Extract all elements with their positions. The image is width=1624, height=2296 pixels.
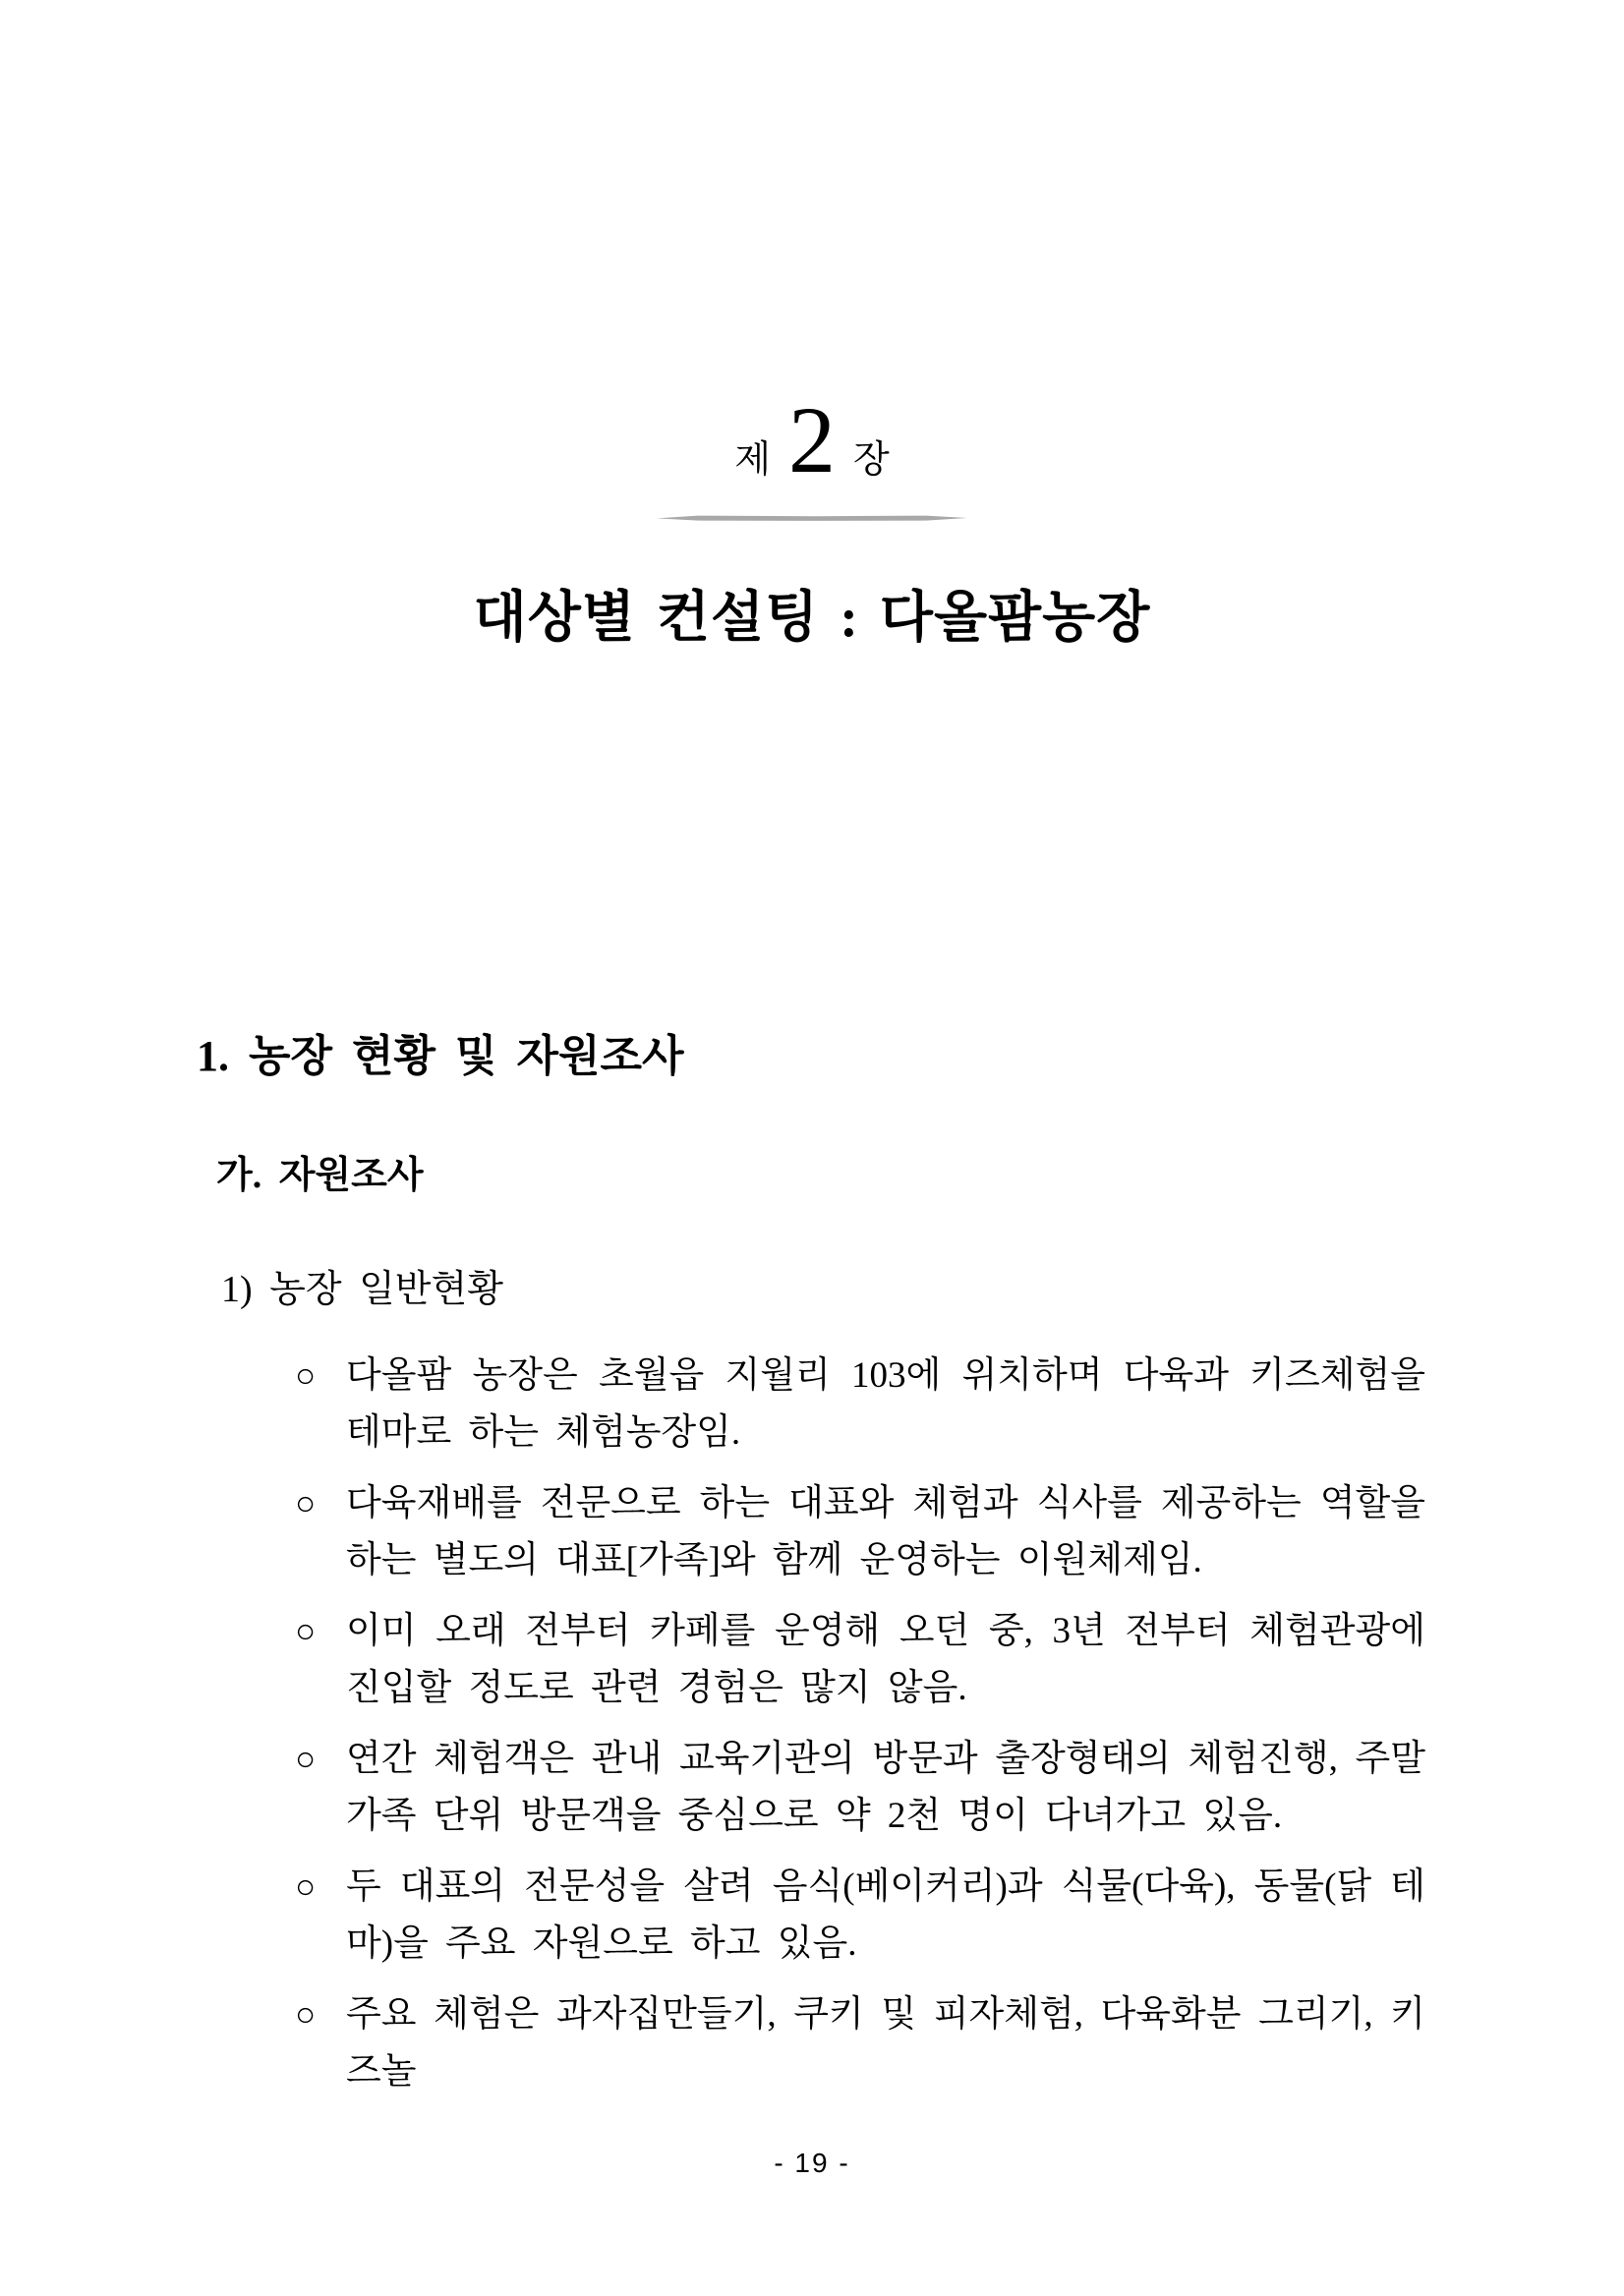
bullet-list <box>295 1348 1425 2114</box>
list-item-text: 연간 체험객은 관내 교육기관의 방문과 출장형태의 체험진행, 주말 가족 단위 방문객을 중심으로 약 2천 명이 다녀가고 있음. <box>346 1739 1425 1836</box>
chapter-divider <box>657 514 967 522</box>
circle-bullet-icon: ○ <box>295 1995 317 2034</box>
chapter-divider-shape <box>657 516 967 521</box>
page-number: - 19 - <box>774 2148 850 2178</box>
subsection-heading: 가. 자원조사 <box>216 1155 424 1196</box>
list-item-text: 이미 오래 전부터 카페를 운영해 오던 중, 3년 전부터 체험관광에 진입할 정도로 관련 경험은 많지 않음. <box>346 1611 1425 1708</box>
list-item-text: 다올팜 농장은 초월읍 지월리 103에 위치하며 다육과 키즈체험을 테마로 하는 체험농장임. <box>346 1355 1425 1453</box>
list-heading: 1) 농장 일반현황 <box>221 1269 503 1310</box>
chapter-prefix: 제 <box>734 439 771 481</box>
list-item <box>295 1475 1425 1589</box>
list-item <box>295 1986 1425 2100</box>
list-item-text: 주요 체험은 과자집만들기, 쿠키 및 피자체험, 다육화분 그리기, 키즈놀 <box>346 1994 1425 2092</box>
section-heading: 1. 농장 현황 및 자원조사 <box>197 1032 684 1080</box>
circle-bullet-icon: ○ <box>295 1356 317 1395</box>
chapter-suffix: 장 <box>853 439 890 481</box>
list-item <box>295 1731 1425 1845</box>
circle-bullet-icon: ○ <box>295 1484 317 1522</box>
chapter-title: 대상별 컨설팅 : 다올팜농장 <box>473 588 1151 649</box>
list-item <box>295 1348 1425 1462</box>
circle-bullet-icon: ○ <box>295 1740 317 1778</box>
circle-bullet-icon: ○ <box>295 1867 317 1906</box>
circle-bullet-icon: ○ <box>295 1612 317 1650</box>
list-item <box>295 1859 1425 1973</box>
list-item-text: 다육재배를 전문으로 하는 대표와 체험과 식사를 제공하는 역할을 하는 별도의 대표[가족]와 함께 운영하는 이원체제임. <box>346 1483 1425 1580</box>
list-item <box>295 1603 1425 1717</box>
chapter-number: 2 <box>788 387 836 492</box>
list-item-text: 두 대표의 전문성을 살려 음식(베이커리)과 식물(다육), 동물(닭 테마)을 주요 자원으로 하고 있음. <box>346 1866 1425 1964</box>
chapter-number-line <box>0 387 1624 492</box>
